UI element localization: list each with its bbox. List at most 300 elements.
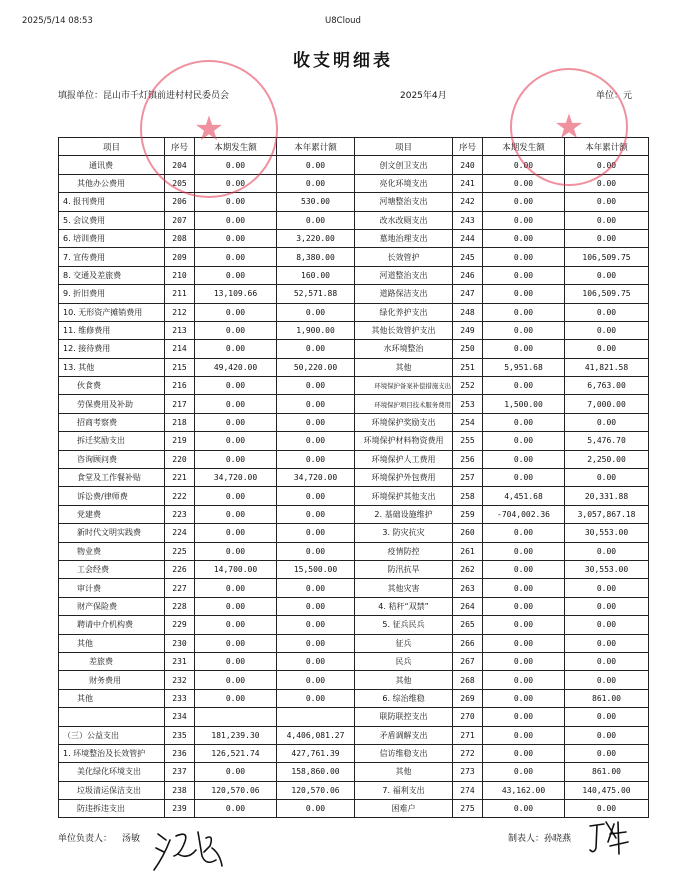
item-name-left: 拆迁奖励支出 [59,432,165,450]
ytd-amount-left: 0.00 [277,395,355,413]
current-amount-left: 0.00 [195,616,277,634]
table-row [59,321,649,339]
current-amount-left: 0.00 [195,671,277,689]
ytd-amount-right: 0.00 [565,579,649,597]
item-name-left: 财务费用 [59,671,165,689]
item-name-right: 矛盾调解支出 [355,726,453,744]
item-name-right: 改水改厕支出 [355,211,453,229]
seq-number-left: 212 [165,303,195,321]
current-amount-left: 0.00 [195,193,277,211]
seq-number-left: 238 [165,781,195,799]
ytd-amount-left: 0.00 [277,616,355,634]
item-name-left: 防违拆违支出 [59,800,165,818]
ytd-amount-right: 0.00 [565,652,649,670]
ytd-amount-left: 158,860.00 [277,763,355,781]
table-row [59,156,649,174]
seal-text [512,76,626,87]
seq-number-left: 214 [165,340,195,358]
seq-number-right: 270 [453,708,483,726]
item-name-left: 劳保费用及补助 [59,395,165,413]
table-row [59,174,649,192]
current-amount-right: 0.00 [483,413,565,431]
seq-number-right: 244 [453,229,483,247]
item-name-left: 10. 无形资产摊销费用 [59,303,165,321]
table-row [59,395,649,413]
seq-number-left: 235 [165,726,195,744]
item-name-left: 新时代文明实践费 [59,524,165,542]
current-amount-right: 0.00 [483,303,565,321]
seq-number-right: 264 [453,597,483,615]
current-amount-left: 0.00 [195,487,277,505]
seq-number-right: 248 [453,303,483,321]
seq-number-left: 230 [165,634,195,652]
current-amount-right: -704,002.36 [483,505,565,523]
unit-leader [58,831,140,844]
item-name-right: 长效管护 [355,248,453,266]
current-amount-left: 120,570.06 [195,781,277,799]
seq-number-left: 209 [165,248,195,266]
current-amount-left: 0.00 [195,321,277,339]
seq-number-left: 213 [165,321,195,339]
current-amount-left: 0.00 [195,800,277,818]
item-name-left: 聘请中介机构费 [59,616,165,634]
current-amount-left: 34,720.00 [195,469,277,487]
item-name-left: 5. 会议费用 [59,211,165,229]
seq-number-left: 205 [165,174,195,192]
report-title: 收支明细表 [293,51,393,71]
ytd-amount-right: 106,509.75 [565,248,649,266]
item-name-right: 墓地治理支出 [355,229,453,247]
current-amount-right: 0.00 [483,248,565,266]
current-amount-right: 0.00 [483,469,565,487]
item-name-right: 环境保护奖励支出 [355,413,453,431]
ytd-amount-right: 0.00 [565,708,649,726]
table-row [59,505,649,523]
item-name-right: 其他灾害 [355,579,453,597]
seq-number-right: 261 [453,542,483,560]
ytd-amount-right: 6,763.00 [565,377,649,395]
ytd-amount-left: 4,406,081.27 [277,726,355,744]
current-amount-right: 0.00 [483,432,565,450]
ytd-amount-right: 2,250.00 [565,450,649,468]
table-row [59,616,649,634]
current-amount-left: 0.00 [195,652,277,670]
ytd-amount-left: 530.00 [277,193,355,211]
table-row [59,634,649,652]
current-amount-right: 0.00 [483,634,565,652]
table-row [59,413,649,431]
item-name-left: 食堂及工作餐补贴 [59,469,165,487]
ytd-amount-left: 0.00 [277,524,355,542]
seq-number-left: 231 [165,652,195,670]
item-name-left: 7. 宣传费用 [59,248,165,266]
item-name-right: 环境保护其他支出 [355,487,453,505]
current-amount-left: 0.00 [195,524,277,542]
item-name-right: 2. 基础设施维护 [355,505,453,523]
seq-number-left: 207 [165,211,195,229]
item-name-right: 道路保洁支出 [355,285,453,303]
seq-number-left: 211 [165,285,195,303]
ytd-amount-right: 5,476.70 [565,432,649,450]
item-name-left: （三）公益支出 [59,726,165,744]
ytd-amount-right: 106,509.75 [565,285,649,303]
item-name-left: 通讯费 [59,156,165,174]
current-amount-right: 0.00 [483,174,565,192]
current-amount-right: 0.00 [483,193,565,211]
ytd-amount-right: 0.00 [565,616,649,634]
item-name-right: 信访维稳支出 [355,744,453,762]
item-name-left: 1. 环境整治及长效管护 [59,744,165,762]
item-name-left: 8. 交通及差旅费 [59,266,165,284]
current-amount-left: 14,700.00 [195,560,277,578]
ytd-amount-left: 0.00 [277,450,355,468]
current-amount-left: 0.00 [195,413,277,431]
item-name-right: 联防联控支出 [355,708,453,726]
seq-number-right: 265 [453,616,483,634]
ytd-amount-left: 427,761.39 [277,744,355,762]
table-row [59,524,649,542]
seq-number-right: 241 [453,174,483,192]
seq-number-left: 232 [165,671,195,689]
item-name-left: 党建费 [59,505,165,523]
item-name-right: 环境保护外包费用 [355,469,453,487]
seq-number-left: 208 [165,229,195,247]
item-name-left: 招商考察费 [59,413,165,431]
current-amount-right: 0.00 [483,211,565,229]
ytd-amount-right: 0.00 [565,156,649,174]
ytd-amount-right: 0.00 [565,469,649,487]
current-amount-right: 43,162.00 [483,781,565,799]
current-amount-left: 0.00 [195,377,277,395]
current-amount-right: 0.00 [483,652,565,670]
ytd-amount-left: 0.00 [277,671,355,689]
item-name-left: 工会经费 [59,560,165,578]
item-name-left: 审计费 [59,579,165,597]
current-amount-right: 0.00 [483,542,565,560]
ytd-amount-right: 0.00 [565,340,649,358]
ytd-amount-right: 0.00 [565,321,649,339]
seq-number-left: 223 [165,505,195,523]
current-amount-left: 0.00 [195,156,277,174]
col-header-item-right: 项目 [355,138,453,156]
currency-unit: 单位：元 [596,91,633,101]
ytd-amount-right: 0.00 [565,634,649,652]
current-amount-right: 0.00 [483,689,565,707]
current-amount-left: 0.00 [195,229,277,247]
item-name-right: 疫情防控 [355,542,453,560]
table-row [59,285,649,303]
seq-number-left: 229 [165,616,195,634]
current-amount-right: 0.00 [483,156,565,174]
ytd-amount-left: 0.00 [277,340,355,358]
item-name-left: 12. 接待费用 [59,340,165,358]
table-row [59,781,649,799]
seq-number-right: 247 [453,285,483,303]
seq-number-right: 274 [453,781,483,799]
item-name-right: 防汛抗旱 [355,560,453,578]
ytd-amount-left: 0.00 [277,211,355,229]
item-name-left: 4. 报刊费用 [59,193,165,211]
ytd-amount-left: 0.00 [277,432,355,450]
seq-number-left: 227 [165,579,195,597]
ytd-amount-right: 7,000.00 [565,395,649,413]
table-row [59,708,649,726]
ytd-amount-left: 0.00 [277,800,355,818]
ytd-amount-left: 0.00 [277,156,355,174]
current-amount-right: 0.00 [483,726,565,744]
item-name-right: 其他 [355,358,453,376]
seq-number-left: 239 [165,800,195,818]
seq-number-left: 215 [165,358,195,376]
ytd-amount-left [277,708,355,726]
seq-number-right: 257 [453,469,483,487]
report-period: 2025年4月 [400,91,447,101]
current-amount-left: 0.00 [195,597,277,615]
current-amount-left: 181,239.30 [195,726,277,744]
current-amount-left: 0.00 [195,248,277,266]
item-name-right: 亮化环境支出 [355,174,453,192]
current-amount-right: 0.00 [483,377,565,395]
ytd-amount-left: 8,380.00 [277,248,355,266]
leader-signature [150,826,226,876]
seq-number-right: 246 [453,266,483,284]
current-amount-right: 0.00 [483,744,565,762]
seq-number-right: 266 [453,634,483,652]
current-amount-left: 0.00 [195,634,277,652]
seq-number-right: 249 [453,321,483,339]
current-amount-right: 4,451.68 [483,487,565,505]
col-header-seq-right: 序号 [453,138,483,156]
current-amount-right: 0.00 [483,229,565,247]
seq-number-right: 252 [453,377,483,395]
current-amount-right: 0.00 [483,708,565,726]
preparer [508,831,571,844]
item-name-right: 创文创卫支出 [355,156,453,174]
ytd-amount-right: 0.00 [565,800,649,818]
current-amount-left [195,708,277,726]
seq-number-right: 259 [453,505,483,523]
item-name-left: 伙食费 [59,377,165,395]
current-amount-right: 0.00 [483,321,565,339]
current-amount-left: 0.00 [195,450,277,468]
ytd-amount-right: 0.00 [565,266,649,284]
item-name-right: 水环境整治 [355,340,453,358]
table-row [59,671,649,689]
table-row [59,266,649,284]
current-amount-left: 0.00 [195,211,277,229]
item-name-left: 6. 培训费用 [59,229,165,247]
current-amount-left: 0.00 [195,432,277,450]
seq-number-left: 237 [165,763,195,781]
seq-number-left: 233 [165,689,195,707]
seq-number-right: 260 [453,524,483,542]
current-amount-left: 0.00 [195,579,277,597]
seq-number-left: 204 [165,156,195,174]
table-row [59,211,649,229]
preparer-label: 制表人： [508,834,545,844]
ytd-amount-right: 861.00 [565,763,649,781]
seq-number-right: 262 [453,560,483,578]
table-row [59,726,649,744]
table-row [59,744,649,762]
table-row [59,469,649,487]
current-amount-right: 1,500.00 [483,395,565,413]
table-row [59,763,649,781]
ytd-amount-left: 0.00 [277,634,355,652]
ytd-amount-right: 41,821.58 [565,358,649,376]
current-amount-left: 0.00 [195,266,277,284]
ytd-amount-right: 3,057,867.18 [565,505,649,523]
seq-number-right: 268 [453,671,483,689]
ytd-amount-right: 140,475.00 [565,781,649,799]
seq-number-left: 236 [165,744,195,762]
current-amount-right: 0.00 [483,524,565,542]
table-row [59,450,649,468]
ytd-amount-right: 0.00 [565,413,649,431]
item-name-right: 5. 征兵民兵 [355,616,453,634]
seq-number-left: 210 [165,266,195,284]
current-amount-left: 0.00 [195,542,277,560]
seq-number-right: 256 [453,450,483,468]
ytd-amount-right: 0.00 [565,671,649,689]
ytd-amount-left: 0.00 [277,303,355,321]
preparer-name: 孙晓燕 [544,834,572,844]
item-name-left: 垃圾清运保洁支出 [59,781,165,799]
item-name-right: 3. 防灾抗灾 [355,524,453,542]
ytd-amount-left: 0.00 [277,652,355,670]
star-icon: ★ [553,107,585,147]
current-amount-right: 0.00 [483,285,565,303]
seq-number-left: 221 [165,469,195,487]
seq-number-right: 271 [453,726,483,744]
seq-number-left: 226 [165,560,195,578]
item-name-left: 13. 其他 [59,358,165,376]
seq-number-left: 225 [165,542,195,560]
ytd-amount-right: 0.00 [565,542,649,560]
item-name-right: 其他长效管护支出 [355,321,453,339]
item-name-left: 11. 维修费用 [59,321,165,339]
seq-number-right: 273 [453,763,483,781]
current-amount-left: 126,521.74 [195,744,277,762]
item-name-left: 差旅费 [59,652,165,670]
item-name-right: 其他 [355,763,453,781]
ytd-amount-left: 160.00 [277,266,355,284]
ytd-amount-left: 120,570.06 [277,781,355,799]
seq-number-left: 222 [165,487,195,505]
seq-number-right: 251 [453,358,483,376]
current-amount-right: 0.00 [483,763,565,781]
ytd-amount-left: 0.00 [277,174,355,192]
col-header-current-right: 本期发生额 [483,138,565,156]
seq-number-right: 245 [453,248,483,266]
seq-number-right: 250 [453,340,483,358]
ytd-amount-left: 0.00 [277,542,355,560]
leader-label: 单位负责人： [58,834,113,844]
col-header-seq-left: 序号 [165,138,195,156]
seq-number-right: 267 [453,652,483,670]
item-name-left: 咨询顾问费 [59,450,165,468]
item-name-left: 物业费 [59,542,165,560]
item-name-left: 9. 折旧费用 [59,285,165,303]
item-name-right: 其他 [355,671,453,689]
table-row [59,193,649,211]
ytd-amount-right: 0.00 [565,174,649,192]
ytd-amount-right: 0.00 [565,726,649,744]
item-name-right: 征兵 [355,634,453,652]
ytd-amount-left: 0.00 [277,377,355,395]
table-row [59,377,649,395]
current-amount-left: 49,420.00 [195,358,277,376]
item-name-right: 环境保护项目技术服务费用 [355,395,453,413]
ytd-amount-left: 3,220.00 [277,229,355,247]
ytd-amount-right: 0.00 [565,303,649,321]
current-amount-right: 0.00 [483,266,565,284]
table-row [59,597,649,615]
seq-number-left: 217 [165,395,195,413]
current-amount-right: 0.00 [483,450,565,468]
seq-number-left: 220 [165,450,195,468]
seq-number-right: 269 [453,689,483,707]
table-row [59,800,649,818]
ytd-amount-left: 34,720.00 [277,469,355,487]
item-name-right: 环境保护材料物资费用 [355,432,453,450]
ytd-amount-right: 0.00 [565,597,649,615]
ytd-amount-left: 50,220.00 [277,358,355,376]
current-amount-right: 0.00 [483,597,565,615]
preparer-signature [586,818,638,858]
current-amount-right: 0.00 [483,340,565,358]
ytd-amount-left: 0.00 [277,413,355,431]
current-amount-left: 0.00 [195,303,277,321]
ytd-amount-right: 0.00 [565,229,649,247]
item-name-right: 4. 秸秆“双禁” [355,597,453,615]
current-amount-right: 0.00 [483,579,565,597]
print-timestamp: 2025/5/14 08:53 [22,16,93,26]
ytd-amount-right: 0.00 [565,744,649,762]
current-amount-right: 5,951.68 [483,358,565,376]
table-row [59,560,649,578]
reporting-unit: 填报单位：昆山市千灯镇前进村村民委员会 [58,91,230,101]
seq-number-right: 253 [453,395,483,413]
item-name-right: 河道整治支出 [355,266,453,284]
seq-number-left: 218 [165,413,195,431]
current-amount-right: 0.00 [483,616,565,634]
seq-number-left: 216 [165,377,195,395]
current-amount-left: 13,109.66 [195,285,277,303]
col-header-current-left: 本期发生额 [195,138,277,156]
income-expense-table [58,137,649,818]
ytd-amount-right: 0.00 [565,193,649,211]
ytd-amount-right: 30,553.00 [565,560,649,578]
item-name-left: 其他办公费用 [59,174,165,192]
ytd-amount-left: 52,571.88 [277,285,355,303]
table-row [59,487,649,505]
table-row [59,652,649,670]
table-row [59,248,649,266]
item-name-right: 民兵 [355,652,453,670]
item-name-right: 7. 福利支出 [355,781,453,799]
item-name-left: 其他 [59,634,165,652]
ytd-amount-left: 0.00 [277,505,355,523]
item-name-right: 绿化养护支出 [355,303,453,321]
col-header-ytd-right: 本年累计额 [565,138,649,156]
seq-number-right: 242 [453,193,483,211]
item-name-left: 美化绿化环境支出 [59,763,165,781]
current-amount-left: 0.00 [195,505,277,523]
table-header-row [59,138,649,156]
ytd-amount-right: 0.00 [565,211,649,229]
current-amount-left: 0.00 [195,174,277,192]
